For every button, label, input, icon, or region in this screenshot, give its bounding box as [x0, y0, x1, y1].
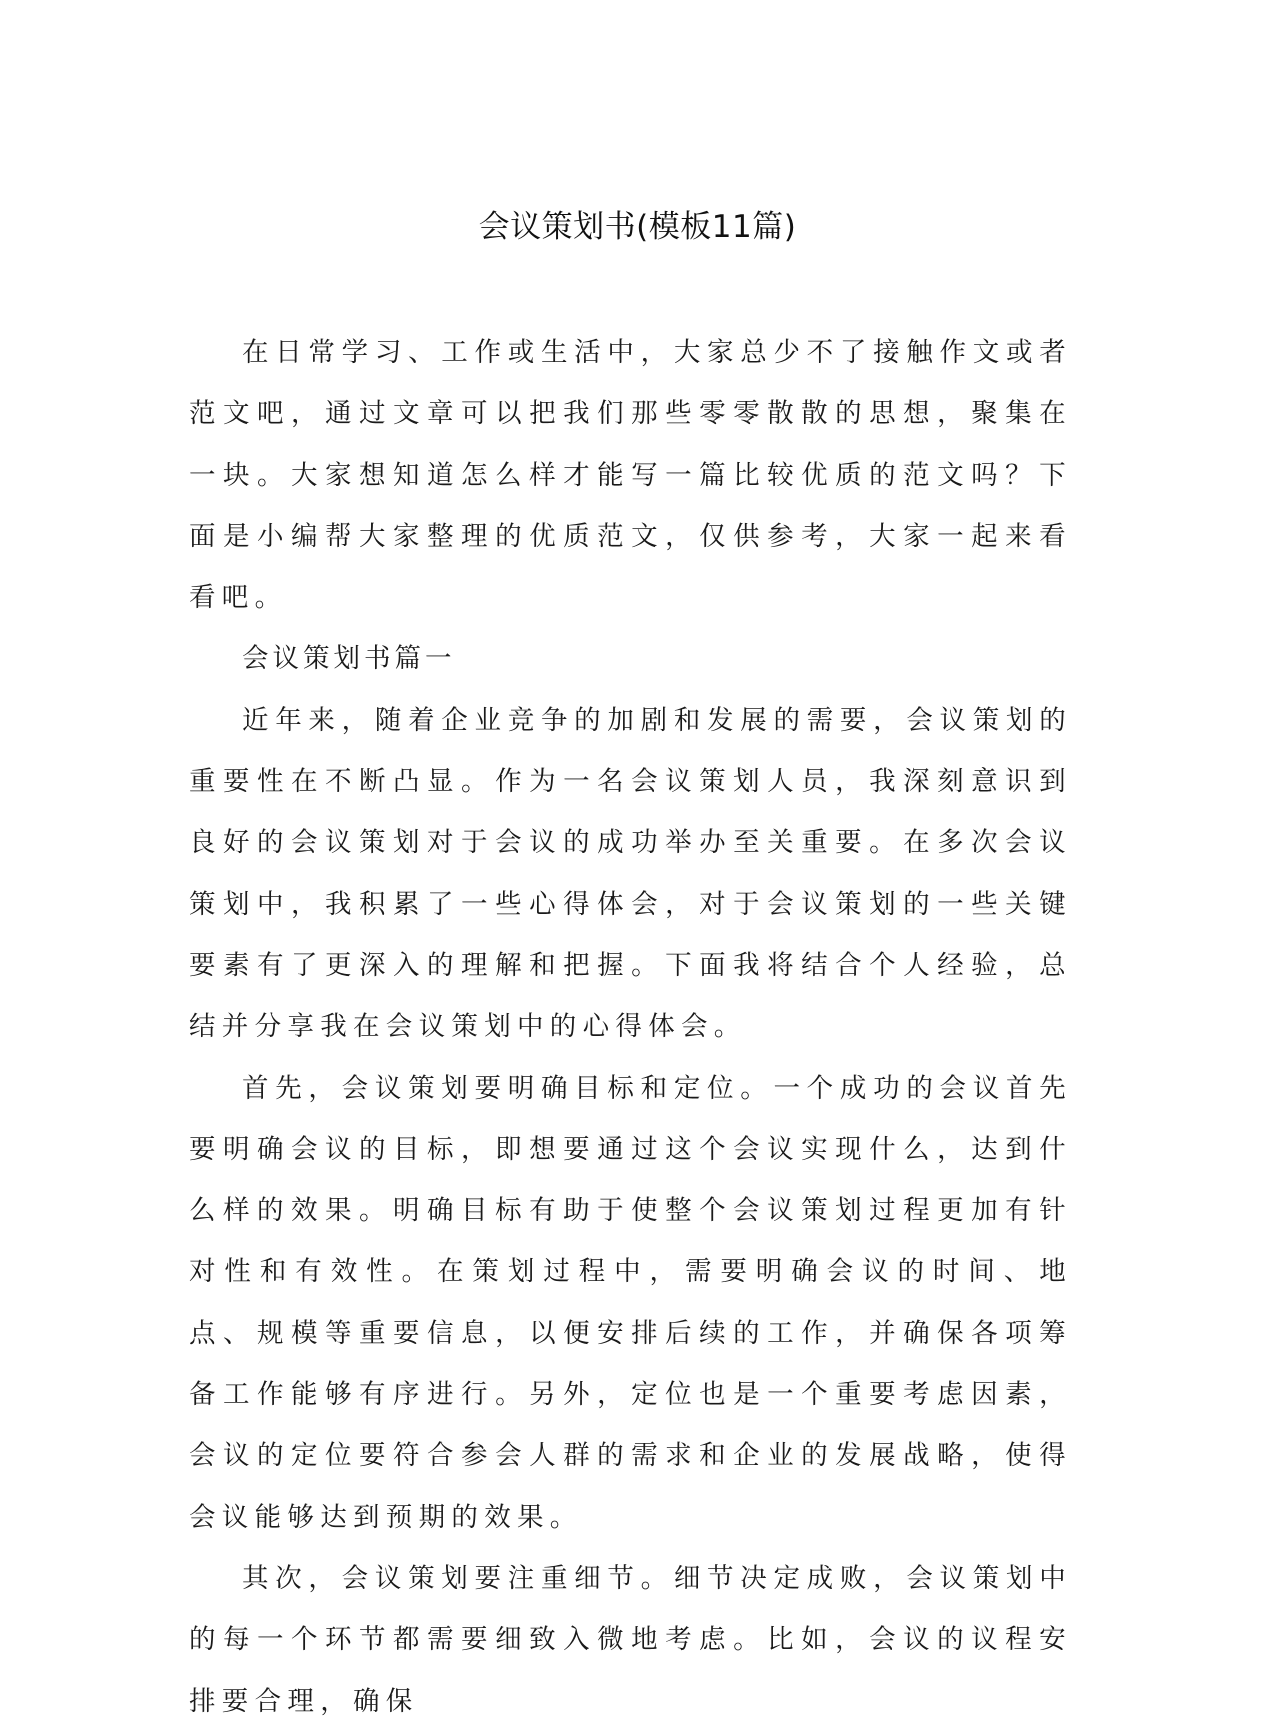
intro-paragraph: 在日常学习、工作或生活中，大家总少不了接触作文或者范文吧，通过文章可以把我们那些零零散散的思想，聚集在一块。大家想知道怎么样才能写一篇比较优质的范文吗？下面是小编帮大家整理的优质范文，仅供参考，大家一起来看看吧。 — [189, 337, 1072, 614]
body-paragraph: 近年来，随着企业竞争的加剧和发展的需要，会议策划的重要性在不断凸显。作为一名会议策划人员，我深刻意识到良好的会议策划对于会议的成功举办至关重要。在多次会议策划中，我积累了一些心得体会，对于会议策划的一些关键要素有了更深入的理解和把握。下面我将结合个人经验，总结并分享我在会议策划中的心得体会。 — [189, 704, 1072, 1043]
body-paragraph: 其次，会议策划要注重细节。细节决定成败，会议策划中的每一个环节都需要细致入微地考虑。比如，会议的议程安排要合理，确保 — [189, 1562, 1072, 1717]
section-heading: 会议策划书篇一 — [242, 643, 456, 675]
body-paragraph: 首先，会议策划要明确目标和定位。一个成功的会议首先要明确会议的目标，即想要通过这个会议实现什么，达到什么样的效果。明确目标有助于使整个会议策划过程更加有针对性和有效性。在策划过程中，需要明确会议的时间、地点、规模等重要信息，以便安排后续的工作，并确保各项筹备工作能够有序进行。另外，定位也是一个重要考虑因素，会议的定位要符合参会人群的需求和企业的发展战略，使得会议能够达到预期的效果。 — [189, 1072, 1072, 1533]
document-body — [189, 322, 1072, 1732]
document-title: 会议策划书(模板11篇) — [478, 209, 797, 245]
